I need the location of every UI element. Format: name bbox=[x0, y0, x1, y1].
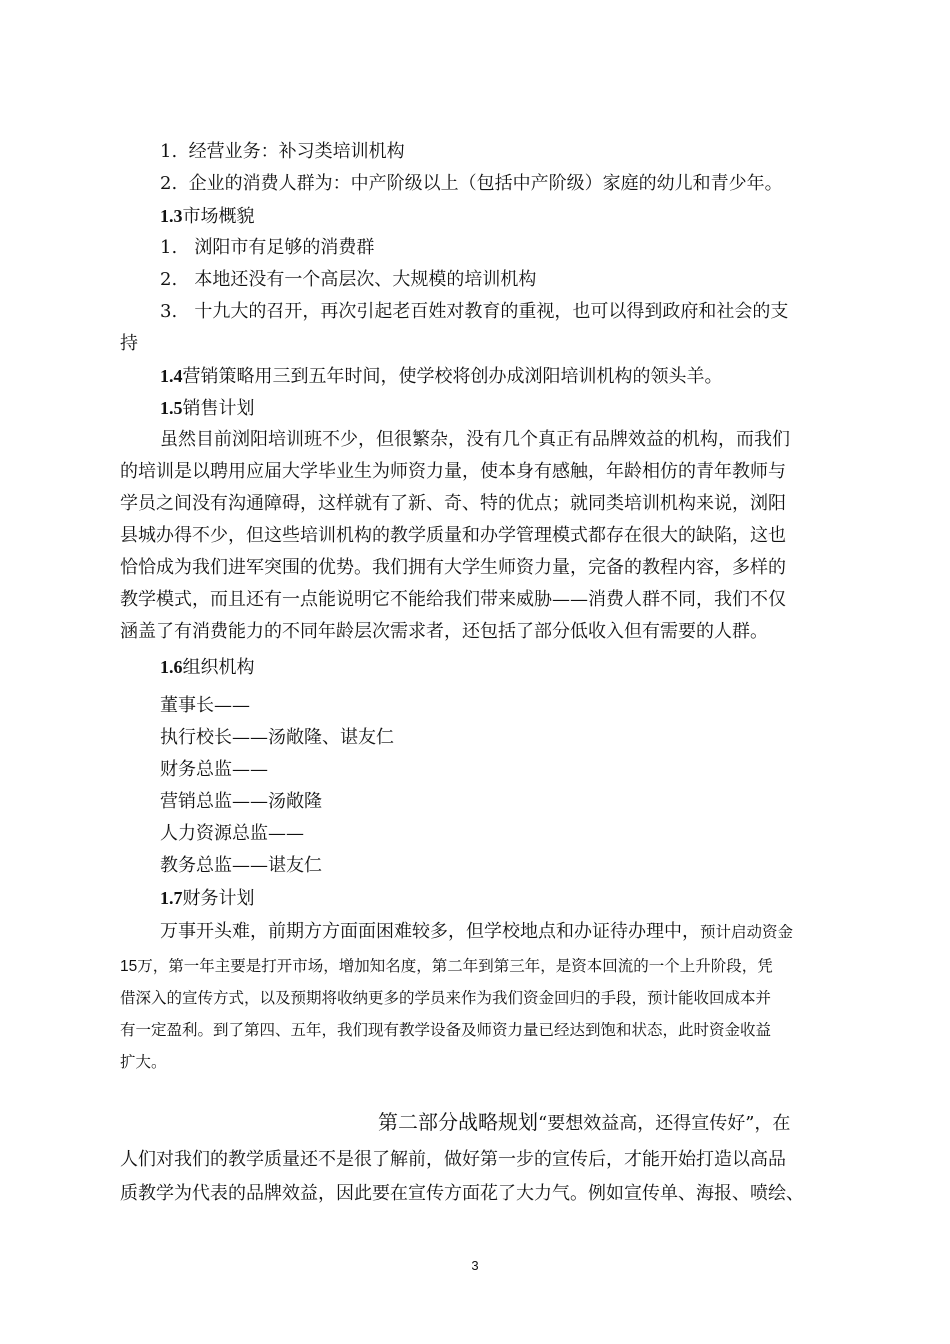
list-number: 2. bbox=[160, 173, 178, 194]
section-number: 1.6 bbox=[160, 657, 183, 677]
paragraph-line: 人们对我们的教学质量还不是很了解前，做好第一步的宣传后，才能开始打造以高品 bbox=[120, 1149, 786, 1170]
org-role: 教务总监——谌友仁 bbox=[160, 855, 322, 876]
paragraph-line: 扩大。 bbox=[120, 1053, 167, 1071]
paragraph-line: 借深入的宣传方式，以及预期将收纳更多的学员来作为我们资金回归的手段，预计能收回成本并 bbox=[120, 989, 772, 1007]
paragraph-line: 15万，第一年主要是打开市场，增加知名度，第二年到第三年，是资本回流的一个上升阶段，凭 bbox=[120, 957, 773, 975]
paragraph-line: 有一定盈利。到了第四、五年，我们现有教学设备及师资力量已经达到饱和状态，此时资金收益 bbox=[120, 1021, 772, 1039]
paragraph-line: 县城办得不少，但这些培训机构的教学质量和办学管理模式都存在很大的缺陷，这也 bbox=[120, 525, 786, 546]
paragraph-line: 学员之间没有沟通障碍，这样就有了新、奇、特的优点；就同类培训机构来说，浏阳 bbox=[120, 493, 786, 514]
paragraph-line: 的培训是以聘用应届大学毕业生为师资力量，使本身有感触，年龄相仿的青年教师与 bbox=[120, 461, 786, 482]
section-number: 1.4 bbox=[160, 366, 183, 386]
section-heading bbox=[160, 396, 255, 421]
section-title: 财务计划 bbox=[182, 888, 255, 909]
org-role: 财务总监—— bbox=[160, 759, 268, 780]
org-role: 人力资源总监—— bbox=[160, 823, 304, 844]
org-role: 营销总监——汤敞隆 bbox=[160, 791, 322, 812]
paragraph-line: 恰恰成为我们进军突围的优势。我们拥有大学生师资力量，完备的教程内容，多样的 bbox=[120, 557, 786, 578]
section-heading bbox=[160, 364, 723, 389]
list-item: 1. 浏阳市有足够的消费群 bbox=[160, 237, 375, 258]
list-item: 3. 十九大的召开，再次引起老百姓对教育的重视，也可以得到政府和社会的支 bbox=[160, 301, 789, 322]
paragraph-line: 质教学为代表的品牌效益，因此要在宣传方面花了大力气。例如宣传单、海报、喷绘、 bbox=[120, 1183, 804, 1204]
section-title: 组织机构 bbox=[182, 657, 255, 678]
list-item bbox=[160, 172, 783, 196]
section-heading bbox=[160, 204, 255, 229]
section-number: 1.3 bbox=[160, 206, 183, 226]
section-number: 1.7 bbox=[160, 888, 183, 908]
part-title: 第二部分战略规划 bbox=[378, 1110, 538, 1134]
paragraph-line: 教学模式，而且还有一点能说明它不能给我们带来威胁——消费人群不同，我们不仅 bbox=[120, 589, 786, 610]
page-number: 3 bbox=[471, 1258, 479, 1273]
part-heading: 第二部分战略规划“要想效益高，还得宣传好”，在 bbox=[378, 1110, 791, 1134]
section-number: 1.5 bbox=[160, 398, 183, 418]
list-item: 2. 本地还没有一个高层次、大规模的培训机构 bbox=[160, 269, 537, 290]
list-text: 企业的消费人群为：中产阶级以上（包括中产阶级）家庭的幼儿和青少年。 bbox=[188, 173, 783, 194]
list-text: 经营业务：补习类培训机构 bbox=[188, 141, 405, 162]
section-heading bbox=[160, 886, 255, 911]
org-role: 董事长—— bbox=[160, 695, 250, 716]
org-role: 执行校长——汤敞隆、谌友仁 bbox=[160, 727, 394, 748]
list-item bbox=[160, 140, 405, 164]
list-item-continuation: 持 bbox=[120, 333, 138, 354]
list-number: 1. bbox=[160, 141, 178, 162]
section-heading bbox=[160, 655, 255, 680]
section-title: 市场概貌 bbox=[182, 206, 255, 227]
paragraph-line: 虽然目前浏阳培训班不少，但很繁杂，没有几个真正有品牌效益的机构，而我们 bbox=[160, 429, 790, 450]
section-title: 销售计划 bbox=[182, 398, 255, 419]
section-text: 营销策略用三到五年时间，使学校将创办成浏阳培训机构的领头羊。 bbox=[182, 366, 723, 387]
paragraph-line: 万事开头难，前期方方面面困难较多，但学校地点和办证待办理中，预计启动资金 bbox=[160, 921, 794, 942]
paragraph-line: 涵盖了有消费能力的不同年龄层次需求者，还包括了部分低收入但有需要的人群。 bbox=[120, 621, 768, 642]
